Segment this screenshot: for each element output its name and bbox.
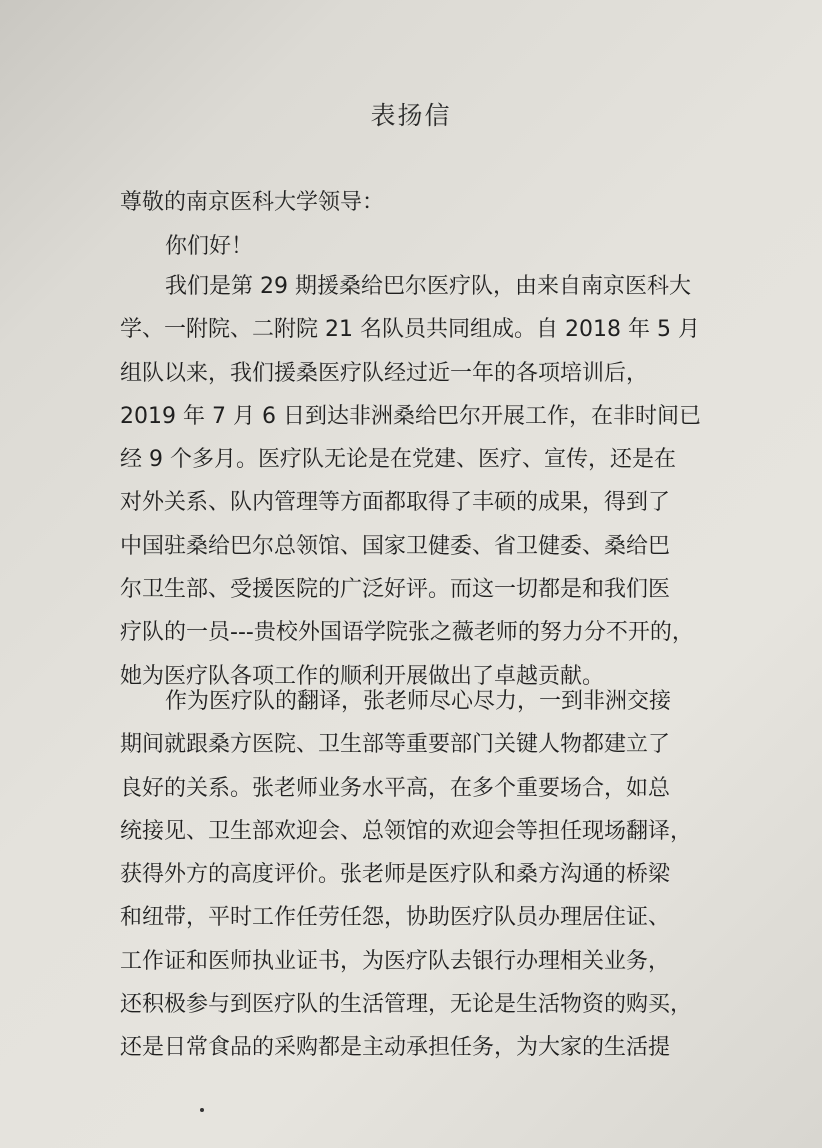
paragraph-1-line: 经 9 个多月。医疗队无论是在党建、医疗、宣传，还是在 bbox=[120, 447, 676, 473]
greeting: 你们好！ bbox=[165, 234, 254, 259]
paragraph-2-line: 工作证和医师执业证书，为医疗队去银行办理相关业务， bbox=[120, 948, 671, 974]
paragraph-2-line: 作为医疗队的翻译，张老师尽心尽力，一到非洲交接 bbox=[165, 689, 672, 714]
paragraph-1-line: 对外关系、队内管理等方面都取得了丰硕的成果，得到了 bbox=[120, 490, 671, 516]
paragraph-2-line: 良好的关系。张老师业务水平高，在多个重要场合，如总 bbox=[120, 775, 671, 801]
letter-title: 表扬信 bbox=[370, 101, 452, 130]
paragraph-2-line: 和纽带，平时工作任劳任怨，协助医疗队员办理居住证、 bbox=[120, 905, 671, 931]
paragraph-1-line: 中国驻桑给巴尔总领馆、国家卫健委、省卫健委、桑给巴 bbox=[120, 533, 671, 559]
paragraph-2-line: 期间就跟桑方医院、卫生部等重要部门关键人物都建立了 bbox=[120, 732, 671, 758]
paragraph-1-line: 学、一附院、二附院 21 名队员共同组成。自 2018 年 5 月 bbox=[120, 317, 700, 343]
paragraph-1-line: 疗队的一员---贵校外国语学院张之薇老师的努力分不开的， bbox=[120, 620, 694, 646]
paragraph-1-line: 她为医疗队各项工作的顺利开展做出了卓越贡献。 bbox=[120, 663, 605, 689]
paragraph-2 bbox=[120, 680, 720, 1070]
paragraph-2-line: 还积极参与到医疗队的生活管理，无论是生活物资的购买， bbox=[120, 992, 693, 1018]
salutation: 尊敬的南京医科大学领导： bbox=[120, 190, 385, 215]
paragraph-1 bbox=[120, 265, 720, 698]
paragraph-1-line: 我们是第 29 期援桑给巴尔医疗队，由来自南京医科大 bbox=[165, 274, 691, 299]
paragraph-1-line: 尔卫生部、受援医院的广泛好评。而这一切都是和我们医 bbox=[120, 577, 671, 603]
paragraph-2-line: 统接见、卫生部欢迎会、总领馆的欢迎会等担任现场翻译， bbox=[120, 818, 693, 844]
paragraph-1-line: 组队以来，我们援桑医疗队经过近一年的各项培训后， bbox=[120, 360, 649, 386]
ink-dot bbox=[200, 1108, 204, 1112]
paragraph-1-line: 2019 年 7 月 6 日到达非洲桑给巴尔开展工作，在非时间已 bbox=[120, 403, 701, 429]
paragraph-2-line: 获得外方的高度评价。张老师是医疗队和桑方沟通的桥梁 bbox=[120, 862, 671, 888]
paragraph-2-line: 还是日常食品的采购都是主动承担任务，为大家的生活提 bbox=[120, 1035, 671, 1061]
